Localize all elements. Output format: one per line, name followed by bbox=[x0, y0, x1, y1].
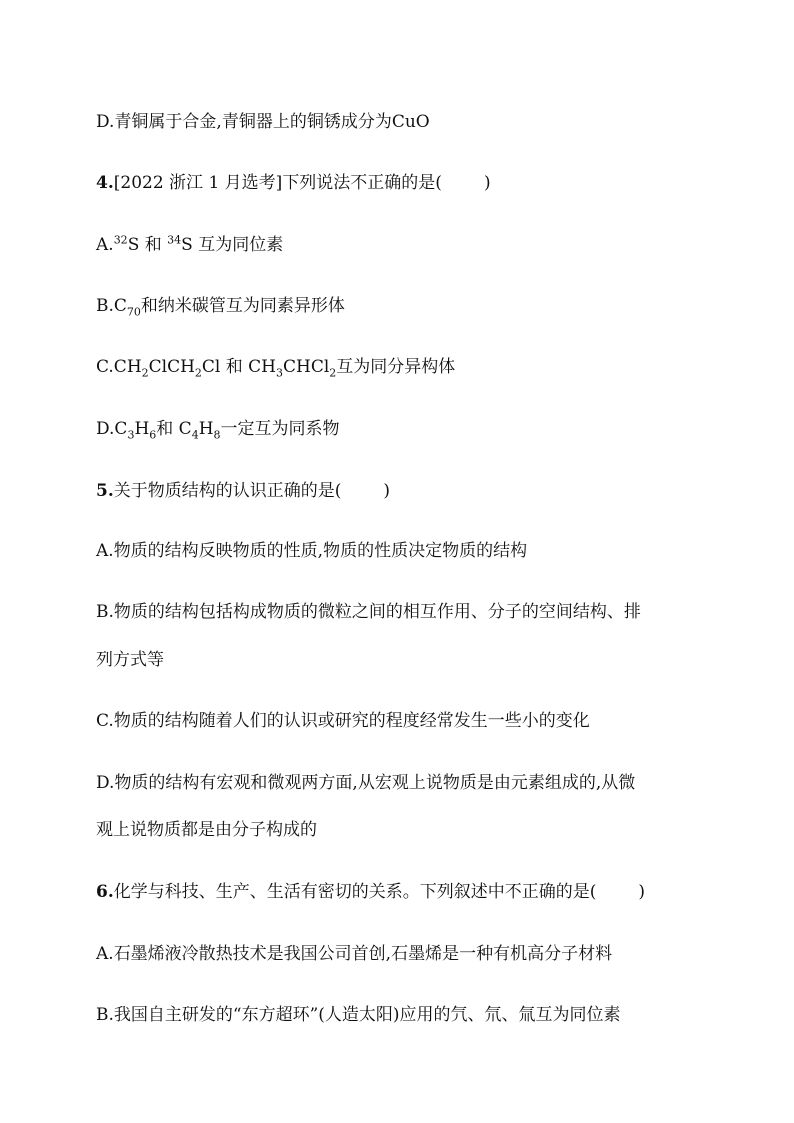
q6-option-a: A.石墨烯液冷散热技术是我国公司首创,石墨烯是一种有机高分子材料 bbox=[96, 944, 613, 964]
question-text: 关于物质结构的认识正确的是( bbox=[113, 481, 342, 501]
question-text: 化学与科技、生产、生活有密切的关系。下列叙述中不正确的是( bbox=[113, 882, 597, 902]
question-number: 5. bbox=[96, 481, 114, 501]
question-number: 6. bbox=[96, 882, 114, 902]
q4-option-c: $C.CH_2ClCH_2Cl$ 和 $CH_3CHCl_2$互为同分异构体 bbox=[96, 357, 456, 380]
q4-option-d: $D.C_3H_6$和 $C_4H_8$一定互为同系物 bbox=[96, 419, 340, 442]
question-source: [2022 浙江 1 月选考] bbox=[113, 173, 283, 193]
question-text: 下列说法不正确的是( bbox=[282, 173, 442, 193]
q6-option-b: B.我国自主研发的“东方超环”(人造太阳)应用的氕、氘、氚互为同位素 bbox=[96, 1005, 621, 1025]
q4-option-a: A.$^{32}$S 和 $^{34}$S 互为同位素 bbox=[96, 233, 284, 255]
question-4: 4.[2022 浙江 1 月选考]下列说法不正确的是( ) bbox=[96, 173, 491, 193]
q5-option-c: C.物质的结构随着人们的认识或研究的程度经常发生一些小的变化 bbox=[96, 711, 590, 731]
q5-option-b-line2: 列方式等 bbox=[96, 650, 164, 670]
question-5: 5.关于物质结构的认识正确的是( ) bbox=[96, 481, 391, 501]
q4-option-b: $B.C_{70}$和纳米碳管互为同素异形体 bbox=[96, 296, 345, 319]
q5-option-d-line2: 观上说物质都是由分子构成的 bbox=[96, 820, 317, 840]
q5-option-a: A.物质的结构反映物质的性质,物质的性质决定物质的结构 bbox=[96, 541, 528, 561]
question-number: 4. bbox=[96, 173, 114, 193]
question-6: 6.化学与科技、生产、生活有密切的关系。下列叙述中不正确的是( ) bbox=[96, 882, 646, 902]
q5-option-d-line1: D.物质的结构有宏观和微观两方面,从宏观上说物质是由元素组成的,从微 bbox=[96, 773, 636, 793]
q3-option-d: D.青铜属于合金,青铜器上的铜锈成分为CuO bbox=[96, 112, 430, 132]
q5-option-b-line1: B.物质的结构包括构成物质的微粒之间的相互作用、分子的空间结构、排 bbox=[96, 602, 641, 622]
